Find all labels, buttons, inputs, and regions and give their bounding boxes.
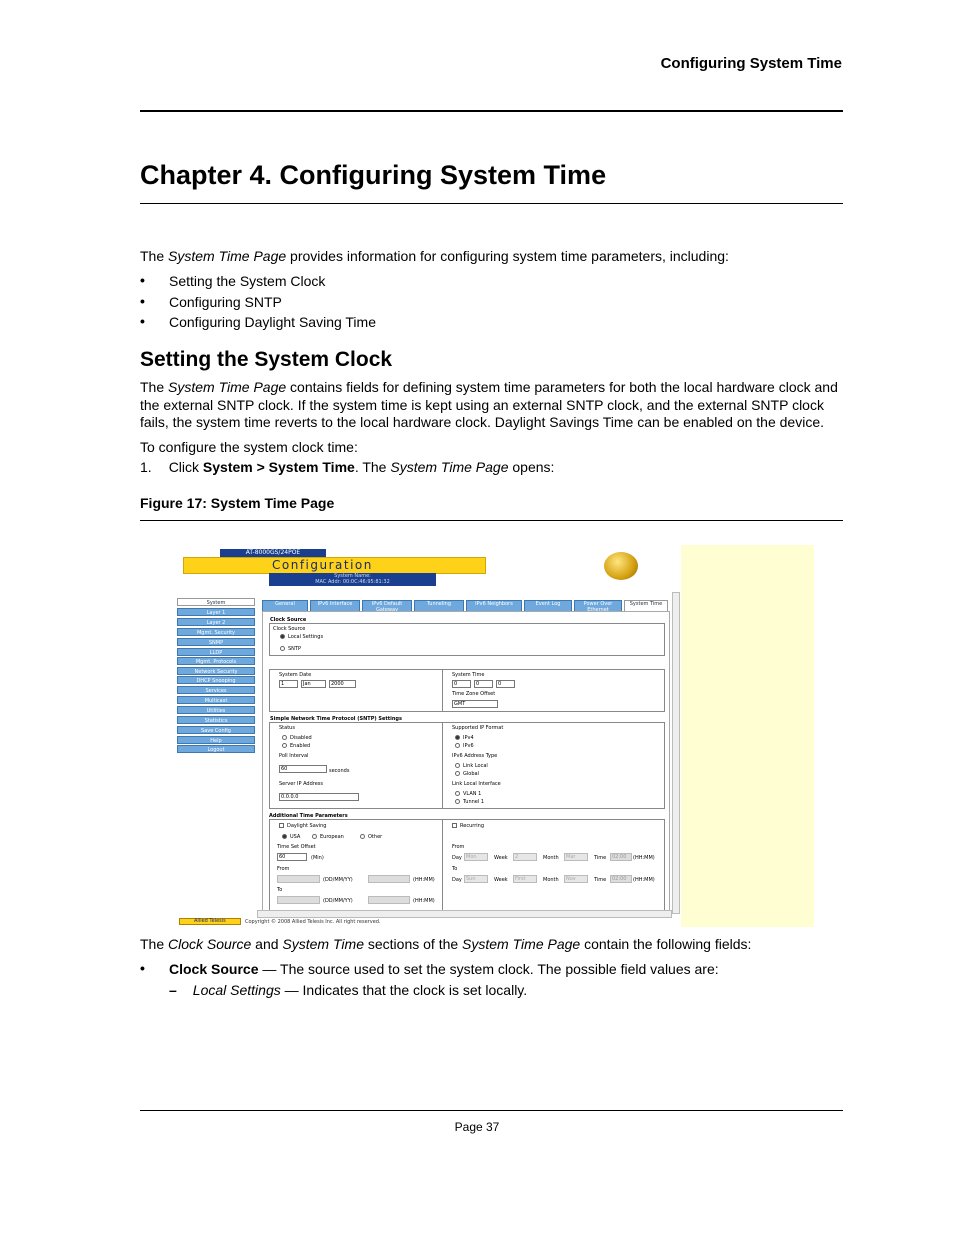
figure-screenshot [167, 545, 814, 927]
sntp-box: Status Disabled Enabled Poll Interval 60 seconds Server IP Address 0.0.0.0 Supported IP Format IPv4 IPv6 IPv6 Address Type Link Local Global Link Local Interface VLAN 1 Tunnel 1 [269, 722, 665, 809]
tab-general[interactable]: General [262, 600, 308, 612]
poll-interval-input[interactable]: 60 [279, 765, 327, 773]
recurring-from-month-select[interactable]: Mar [564, 853, 588, 861]
date-year-select[interactable]: 2000 [329, 680, 356, 688]
bullet-item: Setting the System Clock [169, 273, 326, 289]
ipv4-radio[interactable] [455, 735, 460, 740]
dst-to-date-input[interactable] [277, 896, 320, 904]
nav-help[interactable]: Help [177, 736, 255, 744]
allied-telesis-logo: Allied Telesis [179, 918, 241, 925]
sntp-enabled-radio[interactable] [282, 743, 287, 748]
nav-mgmt-protocols[interactable]: Mgmt. Protocols [177, 657, 255, 665]
screenshot-panel [167, 545, 681, 927]
time-hour-select[interactable]: 0 [452, 680, 471, 688]
system-name-box: System Name: MAC Addr: 00:0C:46:95:81:32 [269, 573, 436, 586]
nav-snmp[interactable]: SNMP [177, 638, 255, 646]
nav-lldp[interactable]: LLDP [177, 648, 255, 656]
dst-to-time-input[interactable] [368, 896, 410, 904]
footer-rule [140, 1110, 843, 1111]
figure-rule [140, 520, 843, 521]
date-time-box: System Date 1 Jan 2000 System Time 0 0 0 Time Zone Offset GMT [269, 669, 665, 712]
sntp-disabled-radio[interactable] [282, 735, 287, 740]
recurring-to-week-select[interactable]: First [513, 875, 537, 883]
nav-utilities[interactable]: Utilities [177, 706, 255, 714]
intro-paragraph: The System Time Page provides information for configuring system time parameters, including: [140, 248, 729, 264]
bullet-item: Configuring Daylight Saving Time [169, 314, 376, 330]
bullet-item: Configuring SNTP [169, 294, 282, 310]
recurring-from-time-input[interactable]: 02:00 [610, 853, 632, 861]
section-paragraph: The System Time Page contains fields for defining system time parameters for both the local hardware clock and the external SNTP clock. If the system time is kept using an external SNTP clock, and the external SNTP clock fails, the system time reverts to the local hardware clock. Daylight Savings Time can be enabled on the device. [140, 379, 838, 430]
tab-ipv6-interface[interactable]: IPv6 Interface [310, 600, 360, 612]
nav-network-security[interactable]: Network Security [177, 667, 255, 675]
daylight-saving-checkbox[interactable] [279, 823, 284, 828]
recurring-checkbox[interactable] [452, 823, 457, 828]
after-figure-paragraph: The Clock Source and System Time sections of the System Time Page contain the following fields: [140, 936, 752, 952]
sntp-radio[interactable] [280, 646, 285, 651]
server-ip-input[interactable]: 0.0.0.0 [279, 793, 359, 801]
figure-caption: Figure 17: System Time Page [140, 495, 335, 511]
global-radio[interactable] [455, 771, 460, 776]
tunnel1-radio[interactable] [455, 799, 460, 804]
other-radio[interactable] [360, 834, 365, 839]
sub-bullet: – Local Settings — Indicates that the clock is set locally. [169, 982, 528, 998]
nav-save-config[interactable]: Save Config [177, 726, 255, 734]
tab-power-over-ethernet[interactable]: Power Over Ethernet [574, 600, 622, 612]
sntp-title: Simple Network Time Protocol (SNTP) Settings [270, 716, 402, 722]
content-area [262, 611, 670, 911]
configuration-title: Configuration [272, 558, 373, 572]
additional-title: Additional Time Parameters [269, 813, 348, 819]
nav-multicast[interactable]: Multicast [177, 696, 255, 704]
ipv6-radio[interactable] [455, 743, 460, 748]
model-label: AT-8000GS/24POE [220, 549, 326, 557]
clock-source-box: Clock Source Local Settings SNTP [269, 623, 665, 656]
time-zone-select[interactable]: GMT [452, 700, 498, 708]
local-settings-radio[interactable] [280, 634, 285, 639]
step-1: 1. Click System > System Time. The System Time Page opens: [140, 459, 555, 475]
recurring-to-day-select[interactable]: Sun [464, 875, 488, 883]
nav-statistics[interactable]: Statistics [177, 716, 255, 724]
recurring-to-month-select[interactable]: Nov [564, 875, 588, 883]
tab-tunneling[interactable]: Tunneling [414, 600, 464, 612]
chapter-title: Chapter 4. Configuring System Time [140, 160, 607, 190]
copyright-text: Copyright © 2008 Allied Telesis Inc. All right reserved. [245, 919, 381, 925]
tab-ipv6-neighbors[interactable]: IPv6 Neighbors [466, 600, 522, 612]
configure-intro: To configure the system clock time: [140, 439, 358, 455]
nav-layer1[interactable]: Layer 1 [177, 608, 255, 616]
horizontal-scrollbar[interactable] [257, 910, 672, 918]
page-number: Page 37 [454, 1120, 500, 1134]
recurring-from-day-select[interactable]: Mon [464, 853, 488, 861]
time-second-select[interactable]: 0 [496, 680, 515, 688]
running-header: Configuring System Time [660, 55, 842, 72]
recurring-from-week-select[interactable]: 2 [513, 853, 537, 861]
chapter-rule [140, 203, 843, 204]
additional-box: Daylight Saving USA European Other Time Set Offset 60 (Min) From (DD/MM/YY) (HH:MM) To (DD/MM/YY) (HH:MM) Recurring From Day Mon Week 2 Month Mar Time 02:00 (HH:MM) To Day Sun Week First Month Nov Time 02:00 (HH:MM) [269, 819, 665, 911]
nav-dhcp-snooping[interactable]: DHCP Snooping [177, 676, 255, 684]
tab-system-time[interactable]: System Time [624, 600, 668, 612]
link-local-radio[interactable] [455, 763, 460, 768]
dst-from-date-input[interactable] [277, 875, 320, 883]
tab-ipv6-default-gateway[interactable]: IPv6 Default Gateway [362, 600, 412, 612]
nav-logout[interactable]: Logout [177, 745, 255, 753]
nav-layer2[interactable]: Layer 2 [177, 618, 255, 626]
dst-from-time-input[interactable] [368, 875, 410, 883]
european-radio[interactable] [312, 834, 317, 839]
tab-event-log[interactable]: Event Log [524, 600, 572, 612]
date-month-select[interactable]: Jan [301, 680, 326, 688]
time-minute-select[interactable]: 0 [474, 680, 493, 688]
vertical-scrollbar[interactable] [672, 592, 680, 914]
globe-logo [604, 552, 638, 580]
time-set-offset-input[interactable]: 60 [277, 853, 307, 861]
recurring-to-time-input[interactable]: 02:00 [610, 875, 632, 883]
nav-services[interactable]: Services [177, 686, 255, 694]
nav-mgmt-security[interactable]: Mgmt. Security [177, 628, 255, 636]
nav-system[interactable]: System [177, 598, 255, 606]
header-rule [140, 110, 843, 112]
date-day-select[interactable]: 1 [279, 680, 298, 688]
vlan1-radio[interactable] [455, 791, 460, 796]
section-heading: Setting the System Clock [140, 348, 393, 371]
clock-source-title: Clock Source [270, 617, 307, 623]
usa-radio[interactable] [282, 834, 287, 839]
